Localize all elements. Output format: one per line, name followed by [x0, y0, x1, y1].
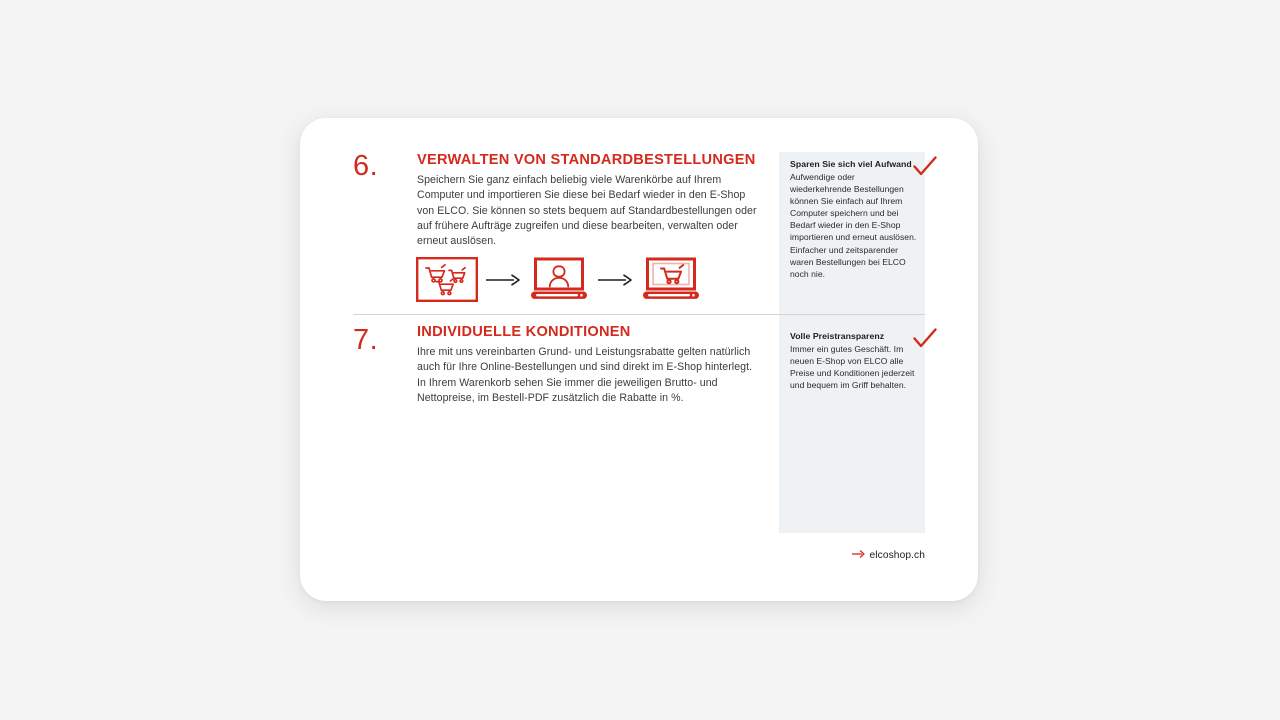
- callout-text: Immer ein gutes Geschäft. Im neuen E-Shop von ELCO alle Preise und Konditionen jederzeit und bequem im Griff behalten.: [790, 344, 915, 391]
- section-paragraph: Ihre mit uns vereinbarten Grund- und Leistungsrabatte gelten natürlich auch für Ihre Online-Bestellungen und sind direkt im E-Shop hinterlegt. In Ihrem Warenkorb sehen Sie immer die jeweiligen Brutto- und Nettopreise, im Bestell-PDF zusätzlich die Rabatte in %.: [417, 346, 753, 404]
- content-card: [300, 118, 978, 601]
- arrow-right-icon-2: [590, 273, 640, 287]
- section-number: 7.: [353, 324, 379, 356]
- checkmark-icon: [913, 328, 937, 350]
- section-paragraph: Speichern Sie ganz einfach beliebig viele Warenkörbe auf Ihrem Computer und importieren Sie diese bei Bedarf wieder in den E-Shop von ELCO. Sie können so stets bequem auf Standardbestellungen oder auf frühere Aufträge zugreifen und diese bearbeiten, verwalten oder erneut auslösen.: [417, 174, 757, 248]
- section-body: [417, 324, 757, 406]
- callout-volle-preistransparenz: [790, 331, 918, 391]
- callout-text: Aufwendige oder wiederkehrende Bestellungen können Sie einfach auf Ihrem Computer speichern und bei Bedarf wieder in den E-Shop importieren und erneut auslösen. Einfacher und zeitsparender waren Bestellungen bei ELCO noch nie.: [790, 172, 917, 279]
- laptop-shopping-cart-icon: [640, 257, 702, 302]
- callout-title: Sparen Sie sich viel Aufwand: [790, 159, 912, 169]
- footer: [300, 546, 925, 564]
- section-heading: INDIVIDUELLE KONDITIONEN: [417, 324, 631, 340]
- section-number: 6.: [353, 150, 379, 182]
- multiple-shopping-carts-icon: [416, 257, 478, 302]
- arrow-right-icon: [852, 546, 865, 564]
- arrow-right-icon-1: [478, 273, 528, 287]
- checkmark-icon: [913, 156, 937, 178]
- elcoshop-link[interactable]: elcoshop.ch: [869, 549, 925, 561]
- laptop-user-icon: [528, 257, 590, 302]
- callout-sparen-sie-aufwand: [790, 159, 918, 280]
- process-icon-strip: [416, 257, 702, 302]
- callout-title: Volle Preistransparenz: [790, 331, 885, 341]
- section-body: [417, 152, 757, 250]
- section-divider: [353, 314, 925, 315]
- section-heading: VERWALTEN VON STANDARDBESTELLUNGEN: [417, 152, 756, 168]
